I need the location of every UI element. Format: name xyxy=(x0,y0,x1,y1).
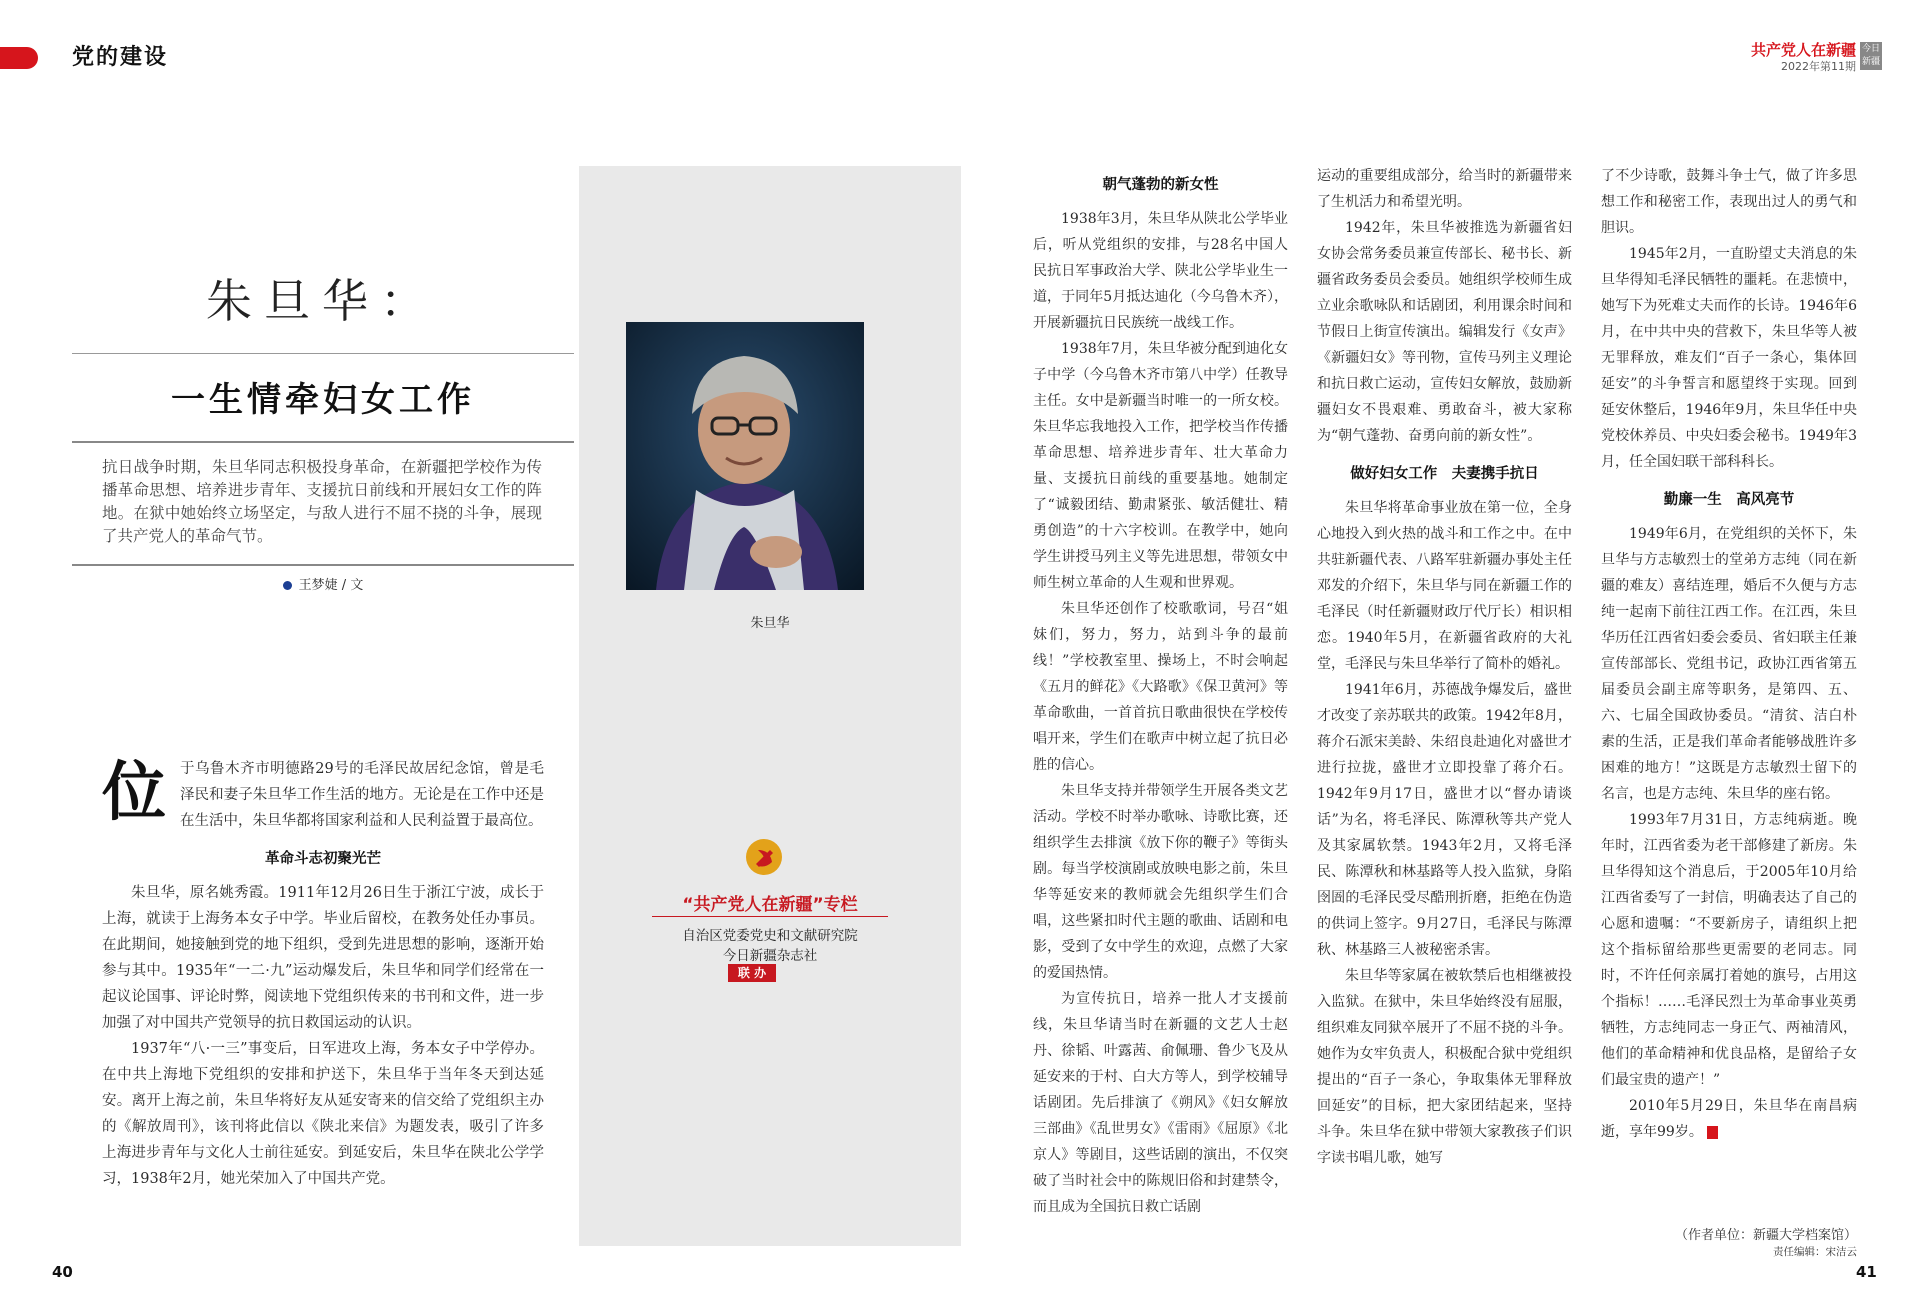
paragraph: 朱旦华支持并带领学生开展各类文艺活动。学校不时举办歌咏、诗歌比赛，还组织学生去排演《放下你的鞭子》等街头剧。每当学校演剧或放映电影之前，朱旦华等延安来的教师就会先组织学生们合唱，这些紧扣时代主题的歌曲、话剧和电影，受到了女中学生的欢迎，点燃了大家的爱国热情。 xyxy=(1033,783,1288,981)
paragraph: 1993年7月31日，方志纯病逝。晚年时，江西省委为老干部修建了新房。朱旦华得知这个消息后，于2005年10月给江西省委写了一封信，明确表达了自己的心愿和遗嘱：“不要新房子，请组织上把这个指标留给那些更需要的老同志。同时，不许任何亲属打着她的旗号，占用这个指标！……毛泽民烈士为革命事业英勇牺牲，方志纯同志一身正气、两袖清风，他们的革命精神和优良品格，是留给子女们最宝贵的遗产！” xyxy=(1601,812,1857,1088)
photo-caption: 朱旦华 xyxy=(750,616,790,631)
paragraph: 1949年6月，在党组织的关怀下，朱旦华与方志敏烈士的堂弟方志纯（同在新疆的难友）喜结连理，婚后不久便与方志纯一起南下前往江西工作。在江西，朱旦华历任江西省妇委会委员、省妇联主任兼宣传部部长、党组书记，政协江西省第五届委员会副主席等职务，是第四、五、六、七届全国政协委员。“清贫、洁白朴素的生活，正是我们革命者能够战胜许多困难的地方！”这既是方志敏烈士留下的名言，也是方志纯、朱旦华的座右铭。 xyxy=(1601,526,1857,802)
paragraph: 朱旦华还创作了校歌歌词，号召“姐妹们，努力，努力，站到斗争的最前线！”学校教室里、操场上，不时会响起《五月的鲜花》《大路歌》《保卫黄河》等革命歌曲，一首首抗日歌曲很快在学校传唱开来，学生们在歌声中树立起了抗日必胜的信心。 xyxy=(1033,601,1288,773)
paragraph: 朱旦华，原名姚秀霞。1911年12月26日生于浙江宁波，成长于上海，就读于上海务本女子中学。毕业后留校，在教务处任办事员。在此期间，她接触到党的地下组织，受到先进思想的影响，逐渐开始参与其中。1935年“一二·九”运动爆发后，朱旦华和同学们经常在一起议论国事、评论时弊，阅读地下党组织传来的书刊和文件，进一步加强了对中国共产党领导的抗日救国运动的认识。 xyxy=(102,885,544,1031)
column-4-body-a xyxy=(1601,241,1857,475)
portrait-illustration xyxy=(626,322,864,590)
column-3 xyxy=(1317,163,1572,1171)
byline xyxy=(72,574,574,593)
heading-3: 做好妇女工作 夫妻携手抗日 xyxy=(1350,465,1539,482)
column-1 xyxy=(102,756,544,1192)
heading-1: 革命斗志初聚光芒 xyxy=(265,850,381,867)
paragraph: 2010年5月29日，朱旦华在南昌病逝，享年99岁。 xyxy=(1601,1098,1857,1140)
article-abstract: 抗日战争时期，朱旦华同志积极投身革命，在新疆把学校作为传播革命思想、培养进步青年、支援抗日前线和开展妇女工作的阵地。在狱中她始终立场坚定，与敌人进行不屈不挠的斗争，展现了共产党人的革命气节。 xyxy=(102,458,542,545)
column-1-body xyxy=(102,880,544,1192)
heading-2: 朝气蓬勃的新女性 xyxy=(1102,176,1219,193)
joint-organizer-badge: 联 办 xyxy=(728,964,776,982)
organizer-line-2: 今日新疆杂志社 xyxy=(722,948,818,964)
column-title: “共产党人在新疆”专栏 xyxy=(682,895,858,915)
column-4-body-b xyxy=(1601,521,1857,1145)
page-number-right: 41 xyxy=(1856,1263,1877,1281)
intro-paragraph: 于乌鲁木齐市明德路29号的毛泽民故居纪念馆，曾是毛泽民和妻子朱旦华工作生活的地方。无论是在工作中还是在生活中，朱旦华都将国家利益和人民利益置于最高位。 xyxy=(180,761,544,829)
abstract-bottom-divider xyxy=(72,564,574,566)
section-title: 党的建设 xyxy=(72,44,169,70)
end-mark-icon xyxy=(1707,1126,1718,1139)
column-4-continuation: 了不少诗歌，鼓舞斗争士气，做了许多思想工作和秘密工作，表现出过人的勇气和胆识。 xyxy=(1601,168,1857,236)
article-title-sub: 一生情牵妇女工作 xyxy=(171,380,475,420)
paragraph: 朱旦华等家属在被软禁后也相继被投入监狱。在狱中，朱旦华始终没有屈服，组织难友同狱卒展开了不屈不挠的斗争。她作为女牢负责人，积极配合狱中党组织提出的“百子一条心，争取集体无罪释放回延安”的目标，把大家团结起来，坚持斗争。朱旦华在狱中带领大家教孩子们识字读书唱儿歌，她写 xyxy=(1317,968,1572,1166)
column-3-continuation: 运动的重要组成部分，给当时的新疆带来了生机活力和希望光明。 xyxy=(1317,168,1572,210)
paragraph: 朱旦华将革命事业放在第一位，全身心地投入到火热的战斗和工作之中。在中共驻新疆代表、八路军驻新疆办事处主任邓发的介绍下，朱旦华与同在新疆工作的毛泽民（时任新疆财政厅代厅长）相识相恋。1940年5月，在新疆省政府的大礼堂，毛泽民与朱旦华举行了简朴的婚礼。 xyxy=(1317,500,1572,672)
author-unit: （作者单位：新疆大学档案馆） xyxy=(1674,1228,1857,1243)
paragraph: 1937年“八·一三”事变后，日军进攻上海，务本女子中学停办。在中共上海地下党组织的安排和护送下，朱旦华于当年冬天到达延安。离开上海之前，朱旦华将好友从延安寄来的信交给了党组织主办的《解放周刊》，该刊将此信以《陕北来信》为题发表，吸引了许多上海进步青年与文化人士前往延安。到延安后，朱旦华在陕北公学学习，1938年2月，她光荣加入了中国共产党。 xyxy=(102,1041,544,1187)
column-3-body-a xyxy=(1317,215,1572,449)
party-emblem-icon xyxy=(744,838,784,876)
drop-cap: 位 xyxy=(102,755,166,830)
paragraph: 1941年6月，苏德战争爆发后，盛世才改变了亲苏联共的政策。1942年8月，蒋介石派宋美龄、朱绍良赴迪化对盛世才进行拉拢，盛世才立即投靠了蒋介石。1942年9月17日，盛世才以“督办请谈话”为名，将毛泽民、陈潭秋等共产党人及其家属软禁。1943年2月，又将毛泽民、陈潭秋和林基路等人投入监狱，身陷囹圄的毛泽民受尽酷刑折磨，拒绝在伪造的供词上签字。9月27日，毛泽民与陈潭秋、林基路三人被秘密杀害。 xyxy=(1317,682,1572,958)
article-title-name: 朱旦华： xyxy=(206,274,438,328)
column-2 xyxy=(1033,172,1288,1220)
paragraph: 1938年3月，朱旦华从陕北公学毕业后，听从党组织的安排，与28名中国人民抗日军事政治大学、陕北公学毕业生一道，于同年5月抵达迪化（今乌鲁木齐），开展新疆抗日民族统一战线工作。 xyxy=(1033,211,1288,331)
byline-text: 王梦婕 / 文 xyxy=(298,578,364,593)
page-number-left: 40 xyxy=(52,1263,73,1281)
column-2-body xyxy=(1033,206,1288,1220)
responsible-editor: 责任编辑：宋洁云 xyxy=(1773,1246,1857,1258)
column-3-body-b xyxy=(1317,495,1572,1171)
magazine-title: 共产党人在新疆 xyxy=(1750,41,1856,59)
heading-4: 勤廉一生 高风亮节 xyxy=(1663,491,1795,508)
column-4 xyxy=(1601,163,1857,1145)
paragraph: 为宣传抗日，培养一批人才支援前线，朱旦华请当时在新疆的文艺人士赵丹、徐韬、叶露茜、俞佩珊、鲁少飞及从延安来的于村、白大方等人，到学校辅导话剧团。先后排演了《朔风》《妇女解放三部曲》《乱世男女》《雷雨》《屈原》《北京人》等剧目，这些话剧的演出，不仅突破了当时社会中的陈规旧俗和封建禁令，而且成为全国抗日救亡话剧 xyxy=(1033,991,1288,1215)
issue-number: 2022年第11期 xyxy=(1781,60,1856,73)
paragraph: 1945年2月，一直盼望丈夫消息的朱旦华得知毛泽民牺牲的噩耗。在悲愤中，她写下为死难丈夫而作的长诗。1946年6月，在中共中央的营救下，朱旦华等人被无罪释放，难友们“百子一条心，集体回延安”的斗争誓言和愿望终于实现。回到延安休整后，1946年9月，朱旦华任中央党校休养员、中央妇委会秘书。1949年3月，任全国妇联干部科科长。 xyxy=(1601,246,1857,470)
paragraph: 1942年，朱旦华被推选为新疆省妇女协会常务委员兼宣传部长、秘书长、新疆省政务委员会委员。她组织学校师生成立业余歌咏队和话剧团，利用课余时间和节假日上街宣传演出。编辑发行《女声》《新疆妇女》等刊物，宣传马列主义理论和抗日救亡运动，宣传妇女解放，鼓励新疆妇女不畏艰难、勇敢奋斗，被大家称为“朝气蓬勃、奋勇向前的新女性”。 xyxy=(1317,220,1572,444)
title-divider xyxy=(72,353,574,354)
column-title-underline xyxy=(652,916,888,917)
magazine-logo: 今日 新疆 xyxy=(1860,42,1882,70)
organizer-line-1: 自治区党委党史和文献研究院 xyxy=(682,928,858,944)
portrait-photo xyxy=(626,322,864,590)
paragraph: 1938年7月，朱旦华被分配到迪化女子中学（今乌鲁木齐市第八中学）任教导主任。女中是新疆当时唯一的一所女校。朱旦华忘我地投入工作，把学校当作传播革命思想、培养进步青年、壮大革命力量、支援抗日前线的重要基地。她制定了“诚毅团结、勤肃紧张、敏活健壮、精勇创造”的十六字校训。在教学中，她向学生讲授马列主义等先进思想，带领女中师生树立革命的人生观和世界观。 xyxy=(1033,341,1288,591)
abstract-top-divider xyxy=(72,441,574,443)
section-tab-marker xyxy=(0,47,38,69)
byline-dot-icon xyxy=(283,581,292,590)
